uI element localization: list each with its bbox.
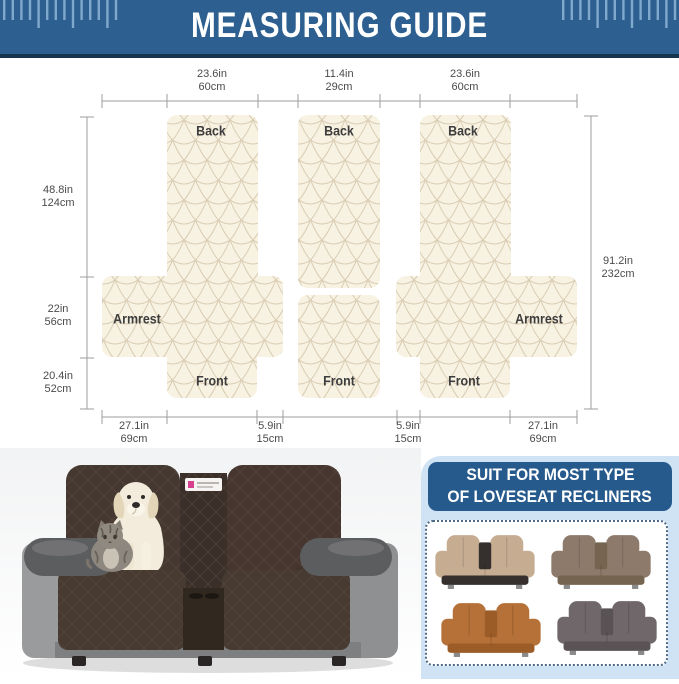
suit-title-line1: SUIT FOR MOST TYPE bbox=[465, 466, 635, 485]
label-back-right: Back bbox=[448, 123, 478, 139]
dim-bottom-2: 5.9in 15cm bbox=[256, 420, 284, 446]
loveseat-illustration bbox=[0, 448, 421, 679]
dim-left-3: 20.4in 52cm bbox=[43, 370, 73, 396]
dim-top-2: 11.4in 29cm bbox=[324, 68, 354, 94]
suit-title-line2: OF LOVESEAT RECLINERS bbox=[447, 487, 653, 506]
label-back-left: Back bbox=[196, 123, 226, 139]
recliner-thumbnail-3 bbox=[439, 598, 543, 658]
console-tag bbox=[185, 478, 222, 491]
label-armrest-left: Armrest bbox=[113, 311, 161, 327]
dim-top-1: 23.6in 60cm bbox=[197, 68, 227, 94]
dim-left-1: 48.8in 124cm bbox=[41, 184, 75, 210]
right-cover-piece bbox=[396, 115, 577, 398]
label-front-left: Front bbox=[196, 373, 228, 389]
recliner-examples-panel bbox=[425, 520, 668, 666]
middle-back-piece bbox=[298, 115, 380, 288]
recliner-thumbnail-4 bbox=[555, 596, 659, 656]
label-armrest-right: Armrest bbox=[515, 311, 563, 327]
suit-box-banner bbox=[428, 462, 672, 511]
dim-right-total: 91.2in 232cm bbox=[601, 255, 635, 281]
left-cover-piece bbox=[102, 115, 283, 398]
dim-bottom-1: 27.1in 69cm bbox=[119, 420, 149, 446]
dim-bottom-4: 27.1in 69cm bbox=[528, 420, 558, 446]
recliner-thumbnail-1 bbox=[433, 530, 537, 590]
product-photo-loveseat-with-pets bbox=[0, 448, 421, 679]
suit-for-recliners-box bbox=[421, 456, 679, 679]
label-front-middle: Front bbox=[323, 373, 355, 389]
dim-top-3: 23.6in 60cm bbox=[450, 68, 480, 94]
label-front-right: Front bbox=[448, 373, 480, 389]
label-back-middle: Back bbox=[324, 123, 354, 139]
recliner-thumbnail-2 bbox=[549, 530, 653, 590]
page-title: MEASURING GUIDE bbox=[190, 6, 489, 45]
dim-bottom-3: 5.9in 15cm bbox=[394, 420, 422, 446]
dim-left-2: 22in 56cm bbox=[44, 303, 72, 329]
